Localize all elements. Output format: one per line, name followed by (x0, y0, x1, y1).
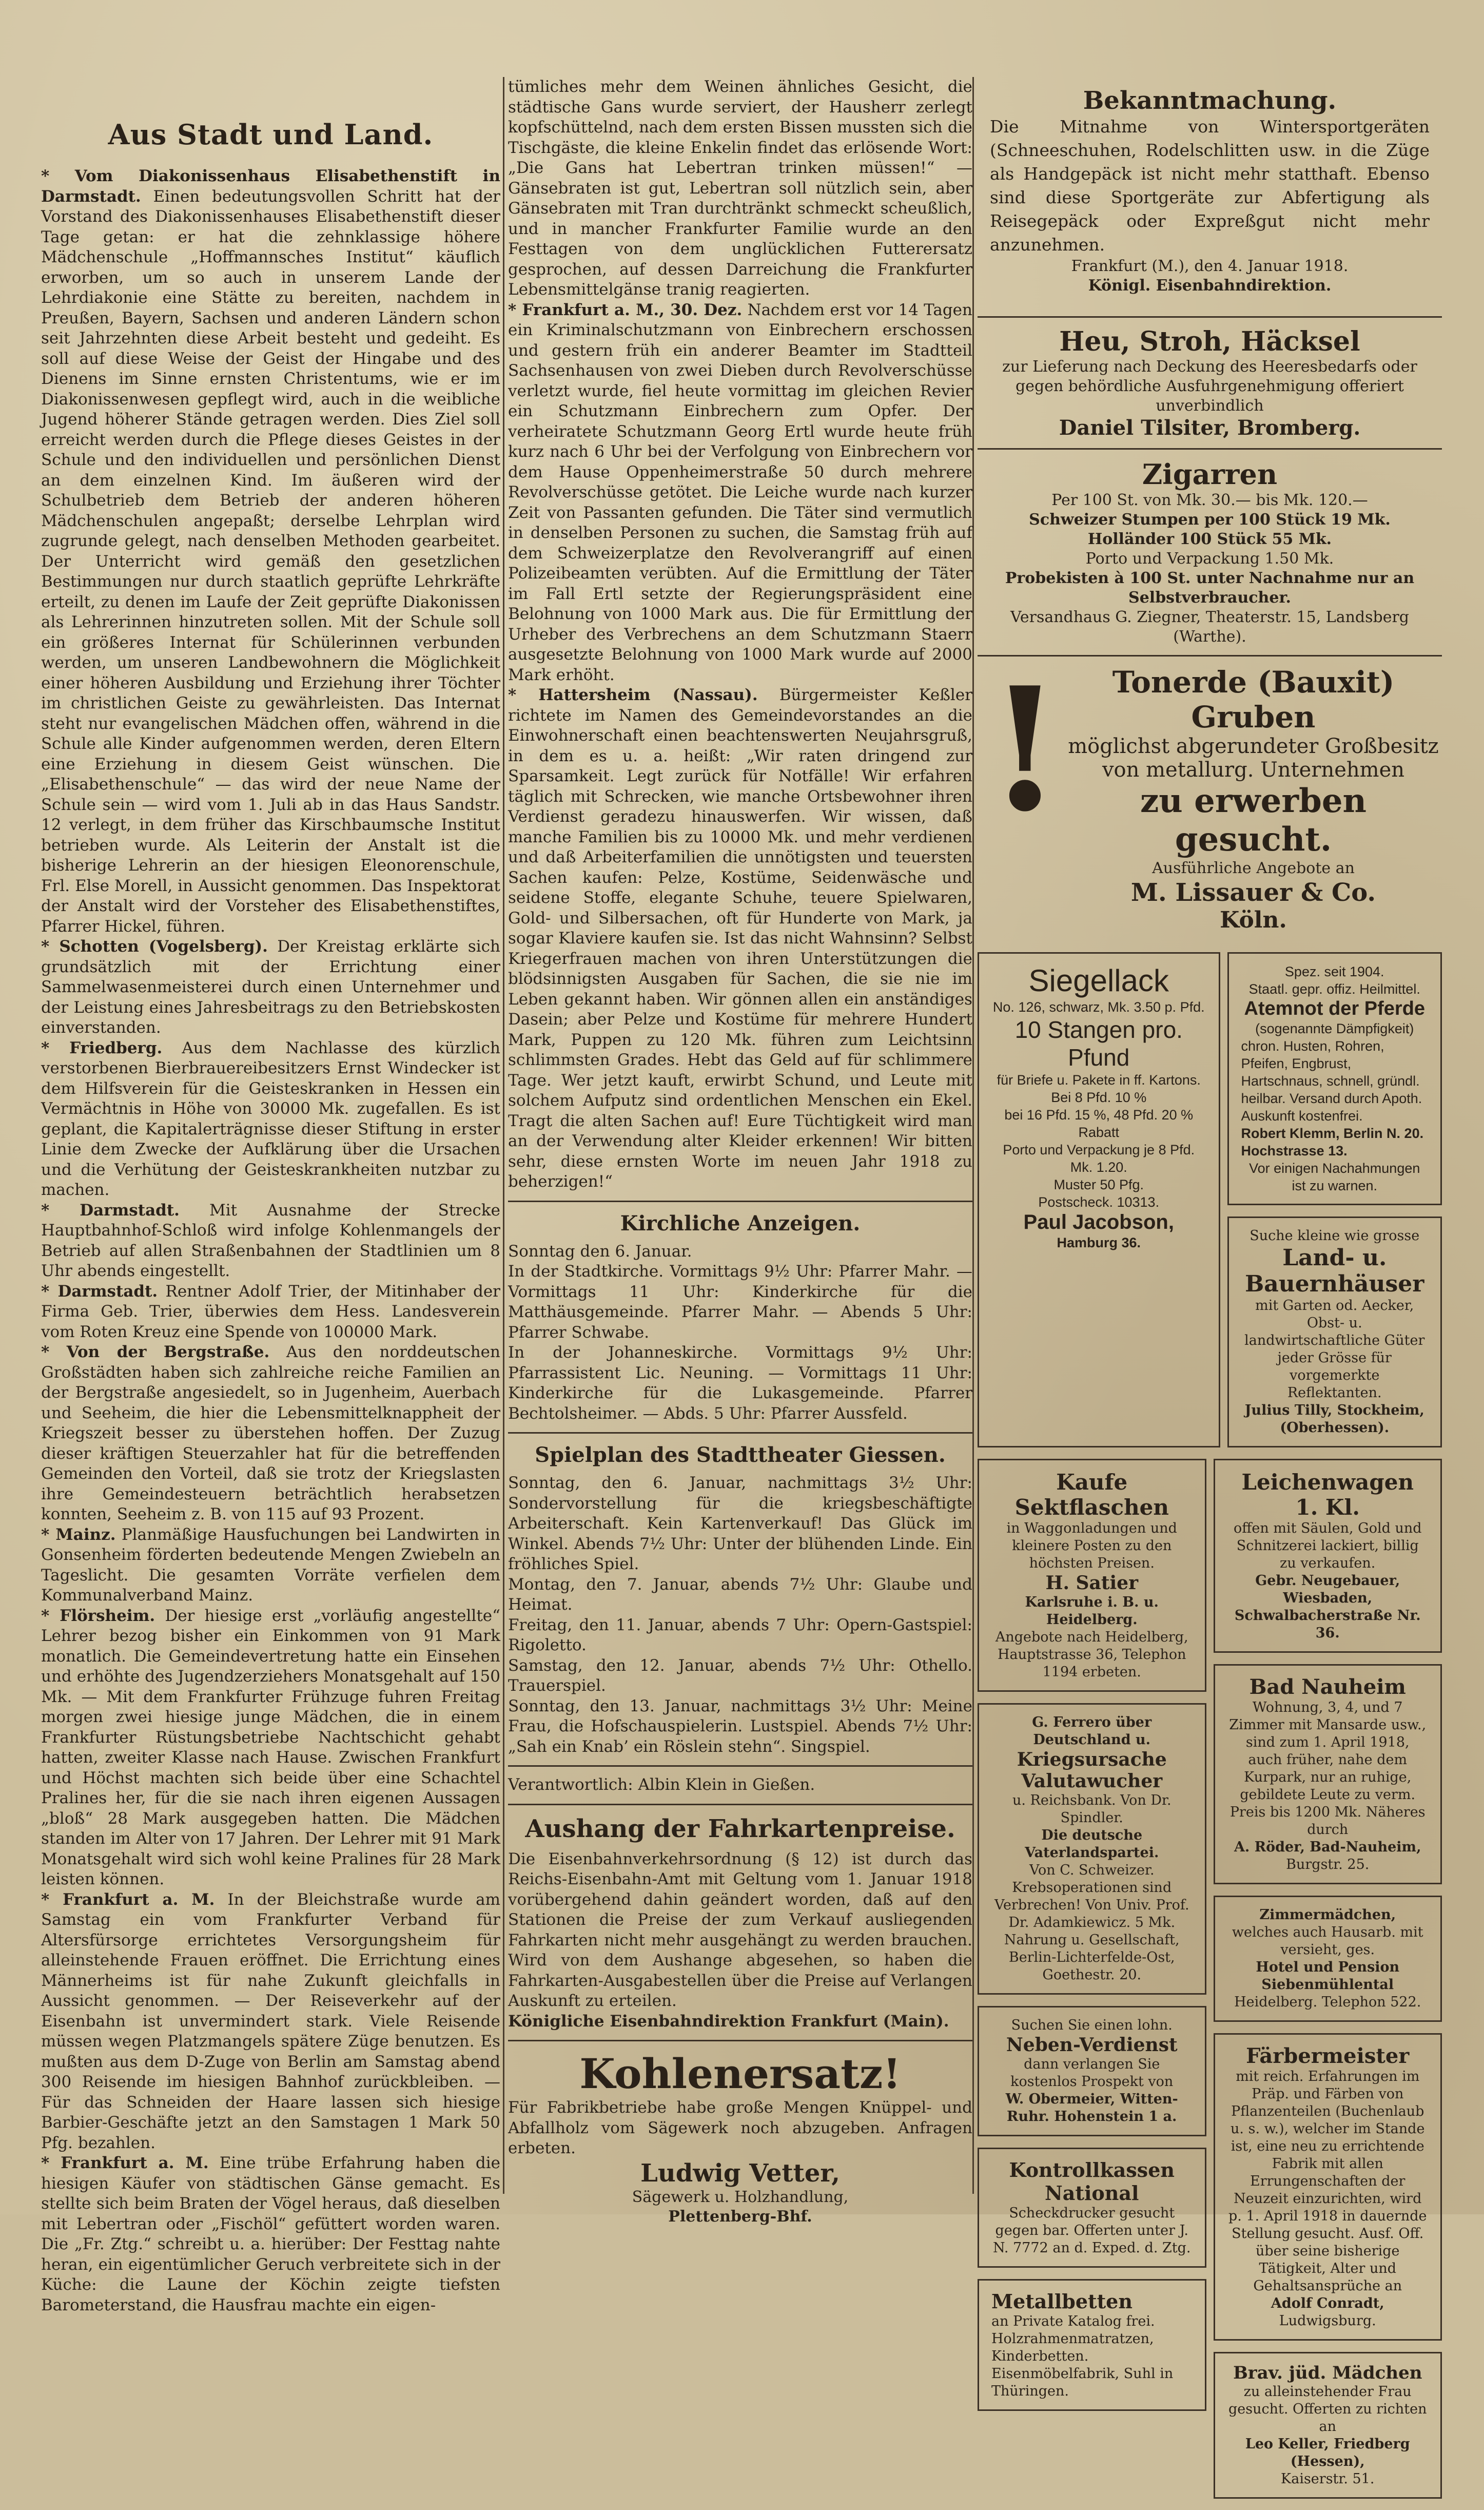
horse-title: Atemnot der Pferde (1244, 998, 1426, 1019)
war-title: Kriegsursache (1017, 1749, 1167, 1770)
notice-text: Die Mitnahme von Wintersportgeräten (Schneeschuhen, Rodelschlitten usw. in die Züge als Handgepäck ist nicht mehr statthaft. Ebenso sind diese Sportgeräte zur Abfertigung als Reisegepäck oder Expreßgut nicht mehr anzunehmen. (990, 117, 1430, 255)
article: * Friedberg. Aus dem Nachlasse des kürzlich verstorbenen Bierbrauereibesitzers Ernst Windecker ist dem Hilfsverein für die Geisteskranken in Hessen ein Vermächtnis in Höhe von 30000 Mk. zugefallen. Es ist geplant, die Kapitalerträgnisse dieser Stiftung in erster Linie dem Zwecke der Aufklärung über die Ursachen und die Verhütung der Geisteskrankheiten nutzbar zu machen. (41, 1038, 500, 1199)
nauheim-text: Wohnung, 3, 4, und 7 Zimmer mit Mansarde usw., sind zum 1. April 1918, auch früher, nahe dem Kurpark, nur an ruhige, gebildete Leute zu verm. Preis bis 1200 Mk. Näheres durch (1229, 1700, 1427, 1838)
maids-ad (1214, 1896, 1442, 2022)
war-line: Von C. Schweizer. (1029, 1862, 1155, 1878)
registers-ad (978, 2148, 1206, 2268)
theater-item: Sonntag, den 6. Januar, nachmittags 3½ Uhr: Sondervorstellung für die kriegsbeschäftigte Arbeiterschaft. Kein Kartenverkauf! Das Glück im Winkel. Abends 7½ Uhr: Unter der blühenden Linde. Ein fröhliches Spiel. (508, 1474, 972, 1573)
horse-sub: (sogenannte Dämpfigkeit) (1255, 1021, 1414, 1036)
theater-item: Sonntag, den 13. Januar, nachmittags 3½ Uhr: Meine Frau, die Hofschauspielerin. Lustspiel. Abends 7½ Uhr: „Sah ein Knab’ ein Röslein stehn“. Singspiel. (508, 1696, 972, 1756)
column-3 (978, 77, 1442, 2487)
article: * Schotten (Vogelsberg). Der Kreistag erklärte sich grundsätzlich mit der Errichtung einer Sammelwasenmeisterei durch einen Unternehmer und der Leistung eines Jahresbeitrags zu den Betriebskosten einverstanden. (41, 937, 500, 1037)
bottles-ad (978, 1459, 1206, 1692)
cigars-line: Porto und Verpackung 1.50 Mk. (1085, 550, 1334, 568)
girls-text: zu alleinstehender Frau gesucht. Offerten zu richten an (1228, 2384, 1427, 2435)
responsible-editor: Verantwortlich: Albin Klein in Gießen. (508, 1775, 815, 1794)
bottles-name: H. Satier (1045, 1572, 1139, 1594)
registers-title2: National (1045, 2181, 1139, 2205)
exclamation-mark: ! (988, 650, 1062, 849)
notice-date: Frankfurt (M.), den 4. Januar 1918. (1071, 257, 1349, 275)
sealing-city: Hamburg 36. (1057, 1235, 1141, 1250)
coal-title: Kohlenersatz! (579, 2050, 901, 2098)
dyer-title: Färbermeister (1246, 2044, 1410, 2068)
church-title: Kirchliche Anzeigen. (620, 1211, 861, 1235)
divider (508, 2040, 972, 2041)
sealing-title: Siegellack (1028, 963, 1169, 998)
hearse-addr: Wiesbaden, Schwalbacherstraße Nr. 36. (1234, 1590, 1421, 1641)
land-line: Suche kleine wie grosse (1249, 1228, 1420, 1244)
article: * Mainz. Planmäßige Hausfuchungen bei Landwirten in Gonsenheim förderten bedeutende Mengen Zwiebeln an Tageslicht. Die gesamten Vorräte verfielen dem Kommunalverband Mainz. (41, 1525, 500, 1605)
sealing-line: für Briefe u. Pakete in ff. Kartons. (997, 1072, 1201, 1088)
girls-addr: Kaiserstr. 51. (1281, 2471, 1375, 2487)
divider (978, 448, 1442, 450)
column-rule (503, 77, 504, 2194)
clay-title: Tonerde (Bauxit) Gruben (1112, 665, 1395, 735)
horse-note: Vor einigen Nachahmungen ist zu warnen. (1249, 1161, 1420, 1193)
section-heading: Aus Stadt und Land. (108, 118, 434, 151)
war-title2: Valutawucher (1021, 1770, 1163, 1792)
girls-name: Leo Keller, Friedberg (Hessen), (1245, 2436, 1410, 2469)
job-ad (978, 2006, 1206, 2136)
hay-text: zur Lieferung nach Deckung des Heeresbedarfs oder gegen behördliche Ausfuhrgenehmigung offeriert unverbindlich (1002, 358, 1417, 415)
registers-title: Kontrollkassen (1009, 2158, 1175, 2181)
cigars-title: Zigarren (1142, 458, 1278, 491)
cigars-ad (978, 458, 1442, 647)
coal-name: Ludwig Vetter, (640, 2158, 840, 2188)
sealing-line: 10 Stangen pro. Pfund (1014, 1016, 1183, 1071)
sealing-ad (978, 952, 1220, 1447)
land-name: Julius Tilly, Stockheim, (Oberhessen). (1244, 1402, 1424, 1436)
divider (508, 1201, 972, 1202)
theater-item: Freitag, den 11. Januar, abends 7 Uhr: Opern-Gastspiel: Rigoletto. (508, 1615, 972, 1654)
war-line: Die deutsche Vaterlandspartei. (1025, 1827, 1159, 1861)
hay-ad (978, 326, 1442, 440)
article: tümliches mehr dem Weinen ähnliches Gesicht, die städtische Gans wurde serviert, der Hausherr zerlegt kopfschüttelnd, nach dem ersten Bissen mussten sich die Tischgäste, die kleine Enkelin findet das erlösende Wort: „Die Gans hat Lebertran trinken müssen!“ — Gänsebraten ist gut, Lebertran soll nützlich sein, aber Gänsebraten mit Tran durchtränkt schmeckt scheußlich, und in mancher Frankfurter Familie wurde an den Festtagen von dem unglücklichen Futterersatz gesprochen, auf dessen Darreichung die Frankfurter Lebensmittelgänse tranig reagierten. (508, 78, 972, 299)
maids-city: Heidelberg. Telephon 522. (1234, 1994, 1421, 2010)
sealing-name: Paul Jacobson, (1023, 1211, 1174, 1233)
article: * Darmstadt. Rentner Adolf Trier, der Mitinhaber der Firma Geb. Trier, überwies dem Hess. Landesverein vom Roten Kreuz eine Spende von 100000 Mark. (41, 1282, 500, 1341)
maids-text: welches auch Hausarb. mit versieht, ges. (1232, 1924, 1423, 1958)
theater-title: Spielplan des Stadttheater Giessen. (535, 1443, 946, 1467)
cigars-line: Versandhaus G. Ziegner, Theaterstr. 15, Landsberg (Warthe). (1010, 608, 1409, 646)
divider (508, 1804, 972, 1805)
cigars-line: Schweizer Stumpen per 100 Stück 19 Mk. (1029, 511, 1391, 529)
hearse-ad (1214, 1459, 1442, 1653)
dyer-city: Ludwigsburg. (1279, 2313, 1376, 2329)
fares-text: Die Eisenbahnverkehrsordnung (§ 12) ist durch das Reichs-Eisenbahn-Amt mit Geltung vom 1. Januar 1918 vorübergehend dahin geändert worden, daß auf den Stationen die Preise der zum Verkauf ausliegenden Fahrkarten nicht mehr ausgehängt zu werden brauchen. Wird von dem Aushange abgesehen, so haben die Fahrkarten-Ausgabestellen über die Preise auf Verlangen Auskunft zu erteilen. (508, 1849, 972, 2010)
coal-text: Für Fabrikbetriebe habe große Mengen Knüppel- und Abfallholz vom Sägewerk noch abzugeben. Anfragen erbeten. (508, 2098, 972, 2157)
maids-name: Hotel und Pension (1256, 1959, 1400, 1975)
bottles-city: Karlsruhe i. B. u. Heidelberg. (1025, 1594, 1159, 1628)
clay-line: zu erwerben gesucht. (1140, 782, 1367, 859)
clay-line: von metallurg. Unternehmen (1102, 758, 1405, 782)
sealing-line: Postscheck. 10313. (1038, 1194, 1160, 1210)
clay-city: Köln. (1220, 907, 1287, 933)
maids-title: Zimmermädchen, (1259, 1907, 1396, 1923)
bottles-text: in Waggonladungen und kleinere Posten zu den höchsten Preisen. (1006, 1520, 1177, 1571)
column-1 (41, 77, 500, 2314)
sealing-line: No. 126, schwarz, Mk. 3.50 p. Pfd. (992, 999, 1205, 1015)
article: * Frankfurt a. M. Eine trübe Erfahrung haben die hiesigen Käufer von städtischen Gänse gemacht. Es stellte sich beim Braten der Vögel heraus, daß dieselben mit Lebertran oder „Fischöl“ gefüttert worden waren. Die „Fr. Ztg.“ schreibt u. a. hierüber: Der Festtag nahte heran, ein eigentümlicher Geruch verbreitete sich in der Küche: die Laune der Köchin zeigte tiefsten Barometerstand, die Hausfrau machte ein eigen- (41, 2154, 500, 2314)
theater-item: Samstag, den 12. Januar, abends 7½ Uhr: Othello. Trauerspiel. (508, 1656, 972, 1695)
land-title: Land- u. Bauernhäuser (1245, 1245, 1424, 1297)
cigars-line: Per 100 St. von Mk. 30.— bis Mk. 120.— (1051, 491, 1368, 509)
horse-ad (1227, 952, 1442, 1205)
cigars-line: Holländer 100 Stück 55 Mk. (1087, 530, 1332, 548)
dyer-name: Adolf Conradt, (1271, 2295, 1384, 2311)
bottles-addr: Angebote nach Heidelberg, Hauptstrasse 36, Telephon 1194 erbeten. (995, 1629, 1188, 1680)
beds-text: an Private Katalog frei. Holzrahmenmatratzen, Kinderbetten. Eisenmöbelfabrik, Suhl in Thüringen. (991, 2313, 1174, 2399)
theater-item: Montag, den 7. Januar, abends 7½ Uhr: Glaube und Heimat. (508, 1575, 972, 1614)
hay-title: Heu, Stroh, Häcksel (1059, 326, 1360, 357)
girls-ad (1214, 2352, 1442, 2499)
clay-line: Ausführliche Angebote an (1152, 859, 1355, 877)
hay-name: Daniel Tilsiter, Bromberg. (1059, 416, 1361, 440)
beds-ad (978, 2279, 1206, 2411)
horse-name: Robert Klemm, Berlin N. 20. Hochstrasse 13. (1241, 1126, 1424, 1159)
notice-sign: Königl. Eisenbahndirektion. (1088, 277, 1332, 295)
horse-text: chron. Husten, Rohren, Pfeifen, Engbrust, Hartschnaus, schnell, gründl. heilbar. Versand durch Apoth. Auskunft kostenfrei. (1241, 1038, 1422, 1124)
nauheim-ad (1214, 1664, 1442, 1884)
job-line: Suchen Sie einen lohn. (1011, 2017, 1173, 2033)
job-title: Neben-Verdienst (1006, 2034, 1178, 2056)
fares-signature: Königliche Eisenbahndirektion Frankfurt (Main). (508, 2012, 949, 2031)
article: * Vom Diakonissenhaus Elisabethenstift in Darmstadt. Einen bedeutungsvollen Schritt hat der Vorstand des Diakonissenhauses Elisabethenstift dieser Tage getan: er hat die zehnklassige höhere Mädchenschule „Hoffmannsches Institut“ käuflich erworben, um so auch in unserem Lande der Lehrdiakonie eine Stätte zu bereiten, nachdem in Preußen, Bayern, Sachsen und anderen Ländern schon seit Jahrzehnten diese Arbeit besteht und gedeiht. Es soll auf diese Weise der Geist der Hingabe und des Dienens im Sinne ernsten Christentums, wie er im Diakonissenwesen gepflegt wird, auch in die weibliche Jugend höherer Stände getragen werden. Dies Ziel soll erreicht werden durch die Pflege dieses Geistes in der Schule und den individuellen und persönlichen Dienst an dem einzelnen Kind. Im äußeren wird der Schulbetrieb dem Betrieb der anderen höheren Mädchenschulen angepaßt; derselbe Lehrplan wird zugrunde gelegt, nach denselben Methoden gearbeitet. Der Unterricht wird gemäß den gesetzlichen Bestimmungen nur durch staatlich geprüfte Lehrkräfte erteilt, zu denen im Laufe der Zeit geprüfte Diakonissen als Lehrerinnen hinzutreten sollen. Mit der Schule soll ein größeres Internat für Schülerinnen verbunden werden, um unseren Landbewohnern die Möglichkeit einer höheren Ausbildung und Erziehung ihrer Töchter im christlichen Geiste zu gewährleisten. Das Internat steht nur evangelischen Mädchen offen, während in die Schule alle Kinder aufgenommen werden, deren Eltern eine Erziehung in diesem Geist wünschen. Die „Elisabethenschule“ — das wird der neue Name der Schule sein — wird vom 1. Juli ab in das Haus Sandstr. 12 verlegt, in dem früher das Kirschbaumsche Institut betrieben wurde. Als Leiterin der Anstalt ist die bisherige Lehrerin an der hiesigen Eleonorenschule, Frl. Else Morell, in Aussicht genommen. Das Inspektorat der Anstalt wird der Vorsteher des Elisabethenstiftes, Pfarrer Hickel, führen. (41, 167, 500, 936)
horse-line: Spez. seit 1904. (1284, 964, 1384, 979)
clay-line: möglichst abgerundeter Großbesitz (1068, 735, 1439, 758)
war-ad (978, 1703, 1206, 1995)
beds-title: Metallbetten (991, 2290, 1132, 2313)
horse-line: Staatl. gepr. offiz. Heilmittel. (1248, 981, 1420, 997)
fares-title: Aushang der Fahrkartenpreise. (525, 1814, 955, 1843)
article: * Von der Bergstraße. Aus den norddeutschen Großstädten haben sich zahlreiche reiche Familien an der Bergstraße angesiedelt, so in Jugenheim, Auerbach und Seeheim, die hier die Lebensmittelknappheit der Kriegszeit besser zu überstehen hoffen. Der Zuzug dieser kräftigen Steuerzahler hat für die betreffenden Gemeinden den Vorteil, daß sie trotz der Kriegslasten ihre Gemeindesteuern beträchtlich herabsetzen konnten, Seeheim z. B. von 115 auf 93 Prozent. (41, 1343, 500, 1523)
cigars-line: Probekisten à 100 St. unter Nachnahme nur an Selbstverbraucher. (1005, 569, 1415, 607)
article: * Hattersheim (Nassau). Bürgermeister Keßler richtete im Namen des Gemeindevorstandes an die Einwohnerschaft einen beachtenswerten Neujahrsgruß, in dem es u. a. heißt: „Wir raten dringend zur Sparsamkeit. Legt zurück für Notfälle! Wir erfahren täglich mit Schrecken, wie manche Ortsbewohner ihren Verdienst geradezu hinauswerfen. Wir wissen, daß manche Familien bis zu 10000 Mk. und mehr verdienen und daß Arbeiterfamilien die unnötigsten und teuersten Sachen kaufen: Pelze, Kostüme, Seidenwäsche und seidene Stoffe, elegante Schuhe, teuere Spielwaren, Gold- und Silbersachen, oft für Hunderte von Mark, ja sogar Klaviere kaufen sie. Ist das nicht Wahnsinn? Selbst Kriegerfrauen machen von ihren Unterstützungen die blödsinnigsten Ausgaben für Sachen, die sie nie im Leben gekannt haben. Wir gönnen allen ein anständiges Dasein; aber Pelze und Kostüme für mehrere Hundert Mark, Puppen zu 120 Mk. führen zum Leichtsinn schlimmsten Grades. Hebt das Geld auf für schlimmere Tage. Wer jetzt kauft, erwirbt Schund, und Leute mit solchem Aufputz sind ordentlichen Menschen ein Ekel. Tragt die alten Sachen auf! Eure Tüchtigkeit wird man an der Verwendung alter Kleider erkennen! Wir bitten sehr, diese ernsten Worte im neuen Jahr 1918 zu beherzigen!“ (508, 686, 972, 1191)
divider (508, 1765, 972, 1767)
coal-sub: Sägewerk u. Holzhandlung, (632, 2188, 849, 2206)
war-line: G. Ferrero über Deutschland u. (1032, 1714, 1152, 1748)
land-ad (1227, 1217, 1442, 1447)
land-text: mit Garten od. Aecker, Obst- u. landwirtschaftliche Güter jeder Grösse für vorgemerkte Reflektanten. (1244, 1298, 1425, 1401)
church-text: In der Johanneskirche. Vormittags 9½ Uhr: Pfarrassistent Lic. Neuning. — Vormittags 11 Uhr: Kinderkirche für die Lukasgemeinde. Pfarrer Bechtolsheimer. — Abds. 5 Uhr: Pfarrer Aussfeld. (508, 1343, 972, 1423)
nauheim-title: Bad Nauheim (1249, 1675, 1406, 1699)
job-name: W. Obermeier, Witten-Ruhr. Hohenstein 1 a. (1005, 2091, 1178, 2125)
column-2 (508, 77, 972, 2226)
sealing-line: Bei 8 Pfd. 10 % (1051, 1090, 1147, 1105)
sealing-line: Porto und Verpackung je 8 Pfd. Mk. 1.20. (1003, 1142, 1195, 1175)
article: * Darmstadt. Mit Ausnahme der Strecke Hauptbahnhof-Schloß wird infolge Kohlenmangels der Betrieb auf allen Straßenbahnen der Stadtlinien um 8 Uhr abends eingestellt. (41, 1201, 500, 1280)
hearse-title: Leichenwagen 1. Kl. (1241, 1470, 1414, 1520)
article: * Frankfurt a. M. In der Bleichstraße wurde am Samstag ein vom Frankfurter Verband für Altersfürsorge errichtetes Versorgungsheim für alleinstehende Frauen eröffnet. Die Errichtung eines Männerheims ist für nahe Zukunft gleichfalls in Aussicht genommen. — Der Reiseverkehr auf der Eisenbahn ist unvermindert stark. Viele Reisende müssen wegen Platzmangels spätere Züge benutzen. Es mußten aus dem D-Zuge von Berlin am Samstag abend 300 Reisende im hiesigen Bahnhof zurückbleiben. — Für das Schneiden der Haare lassen sich hiesige Barbier-Geschäfte jetzt an den Samstagen 1 Mark 50 Pfg. bezahlen. (41, 1890, 500, 2152)
job-text: dann verlangen Sie kostenlos Prospekt von (1010, 2056, 1174, 2090)
clay-company: M. Lissauer & Co. (1130, 878, 1376, 907)
coal-place: Plettenberg-Bhf. (668, 2207, 812, 2226)
notice-ad (978, 77, 1442, 305)
article: * Frankfurt a. M., 30. Dez. Nachdem erst vor 14 Tagen ein Kriminalschutzmann von Einbrechern erschossen und gestern früh ein anderer Beamter im Stadtteil Sachsenhausen von zwei Dieben durch Revolverschüsse verletzt wurde, fiel heute vormittag im gleichen Revier ein Schutzmann Einbrechern zum Opfer. Der verheiratete Schutzmann Georg Ertl wurde heute früh kurz nach 6 Uhr bei der Verfolgung von Einbrechern vor dem Hause Oppenheimerstraße 50 durch mehrere Revolverschüsse getötet. Die Leiche wurde nach kurzer Zeit von Passanten gefunden. Die Täter sind vermutlich in denselben Personen zu suchen, die Samstag früh auf dem Schweizerplatze den Revolverangriff auf einen Polizeibeamten verübten. Auf die Ermittlung der Täter im Fall Ertl setzte der Regierungspräsident eine Belohnung von 1000 Mark aus. Die für Ermittlung der Urheber des Verbrechens an dem Schutzmann Staerr ausgesetzte Belohnung von 1000 Mark wurde auf 2000 Mark erhöht. (508, 300, 972, 684)
notice-title: Bekanntmachung. (1083, 86, 1337, 115)
war-line: Krebsoperationen sind Verbrechen! Von Univ. Prof. Dr. Adamkiewicz. 5 Mk. Nahrung u. Gesellschaft, Berlin-Lichterfelde-Ost, Goethestr. 20. (994, 1880, 1189, 1983)
bottles-title: Kaufe Sektflaschen (1014, 1470, 1169, 1520)
divider (978, 316, 1442, 318)
clay-ad (978, 650, 1442, 952)
dyer-ad (1214, 2033, 1442, 2341)
dyer-text: mit reich. Erfahrungen im Präp. und Färben von Pflanzenteilen (Buchenlaub u. s. w.), welcher im Stande ist, eine neu zu errichtende Fabrik mit allen Errungenschaften der Neuzeit einzurichten, wird p. 1. April 1918 in dauernde Stellung gesucht. Ausf. Off. über seine bisherige Tätigkeit, Alter und Gehaltsansprüche an (1228, 2069, 1427, 2294)
nauheim-name: A. Röder, Bad-Nauheim, (1234, 1839, 1421, 1855)
sealing-line: bei 16 Pfd. 15 %, 48 Pfd. 20 % Rabatt (1004, 1107, 1194, 1140)
hearse-name: Gebr. Neugebauer, (1255, 1573, 1400, 1589)
column-rule (972, 77, 974, 2194)
church-text: In der Stadtkirche. Vormittags 9½ Uhr: Pfarrer Mahr. — Vormittags 11 Uhr: Kinderkirche für die Matthäusgemeinde. Pfarrer Mahr. — Abends 5 Uhr: Pfarrer Schwabe. (508, 1262, 972, 1342)
registers-text: Scheckdrucker gesucht gegen bar. Offerten unter J. N. 7772 an d. Exped. d. Ztg. (993, 2205, 1191, 2256)
maids-name2: Siebenmühlental (1261, 1977, 1394, 1993)
girls-title: Brav. jüd. Mädchen (1233, 2363, 1422, 2383)
divider (508, 1432, 972, 1434)
article: * Flörsheim. Der hiesige erst „vorläufig angestellte“ Lehrer bezog bisher ein Einkommen von 91 Mark monatlich. Die Gemeindevertretung hatte ein Einsehen und erhöhte des Jugendzerziehers Monatsgehalt auf 150 Mk. — Mit dem Frankfurter Frühzuge fuhren Freitag morgen zwei hiesige junge Mädchen, die in einem Frankfurter Rüstungsbetriebe Nachtschicht gehabt hatten, zweiter Klasse nach Hause. Zwischen Frankfurt und Höchst machten sich beide über eine Schachtel Pralines her, für die sie nach ihren eigenen Aussagen „bloß“ 28 Mark ausgegeben hatten. Die Mädchen standen im Alter von 17 Jahren. Der Lehrer mit 91 Mark Monatsgehalt wird sich wohl keine Pralines für 28 Mark leisten können. (41, 1606, 500, 1888)
church-date: Sonntag den 6. Januar. (508, 1242, 692, 1261)
hearse-text: offen mit Säulen, Gold und Schnitzerei lackiert, billig zu verkaufen. (1233, 1520, 1422, 1571)
nauheim-addr: Burgstr. 25. (1286, 1857, 1370, 1872)
war-line: u. Reichsbank. Von Dr. Spindler. (1012, 1792, 1171, 1826)
sealing-line: Muster 50 Pfg. (1053, 1177, 1144, 1192)
